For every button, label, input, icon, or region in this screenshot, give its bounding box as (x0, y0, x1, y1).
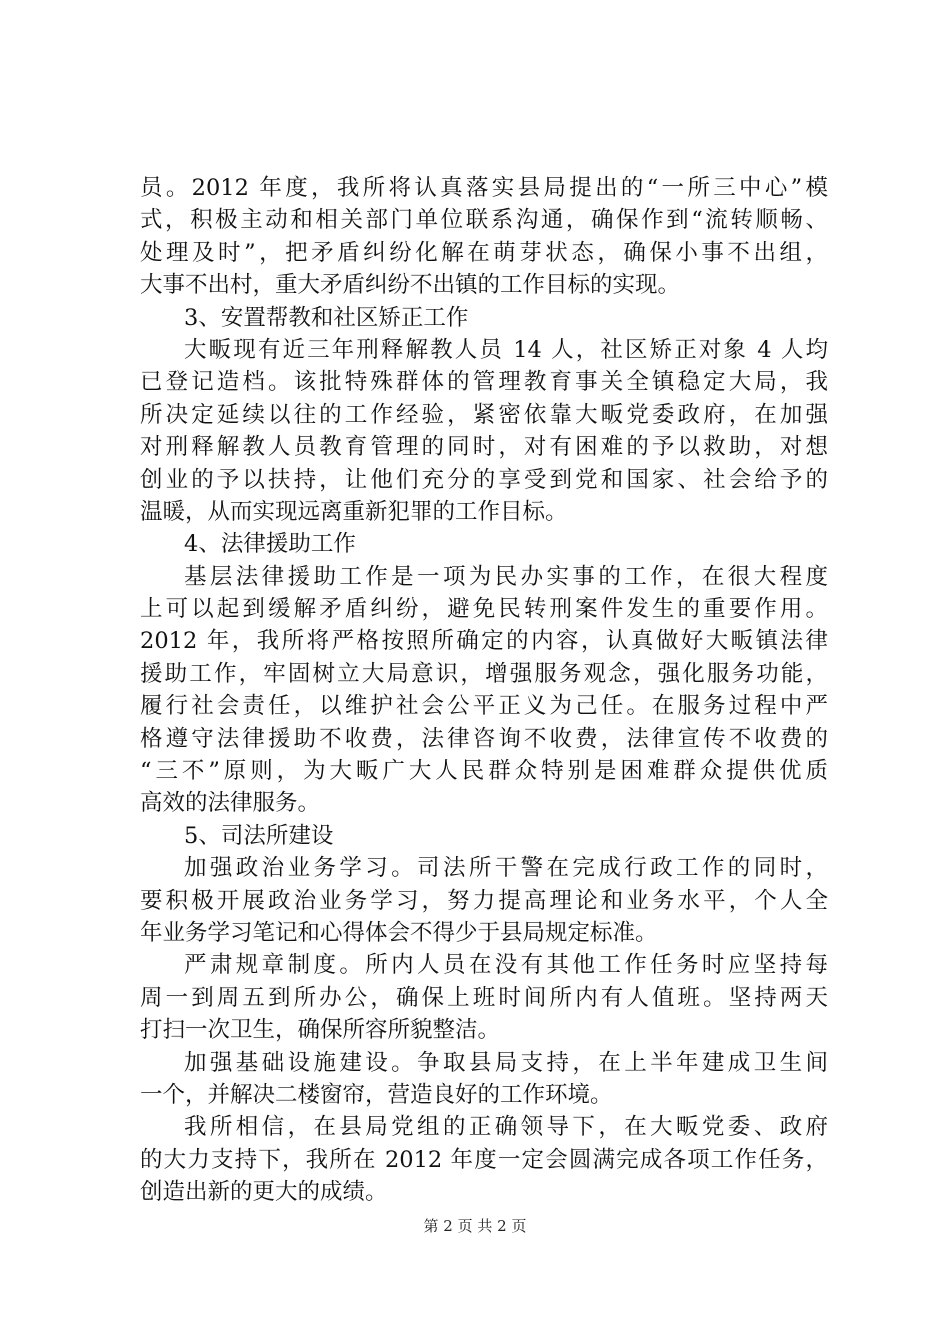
text-line: “三不”原则，为大畈广大人民群众特别是困难群众提供优质 (140, 758, 828, 785)
text-line: 履行社会责任，以维护社会公平正义为己任。在服务过程中严 (140, 693, 828, 720)
text-line: 打扫一次卫生，确保所容所貌整洁。 (140, 1017, 501, 1044)
text-line: 基层法律援助工作是一项为民办实事的工作，在很大程度 (184, 563, 828, 590)
text-line: 创造出新的更大的成绩。 (140, 1179, 388, 1206)
section-heading-resettlement: 3、安置帮教和社区矫正工作 (184, 304, 469, 331)
text-line: 援助工作，牢固树立大局意识，增强服务观念，强化服务功能， (140, 660, 828, 687)
text-line: 我所相信，在县局党组的正确领导下，在大畈党委、政府 (184, 1114, 828, 1141)
text-line: 2012 年，我所将严格按照所确定的内容，认真做好大畈镇法律 (140, 628, 828, 655)
text-line: 温暖，从而实现远离重新犯罪的工作目标。 (140, 498, 568, 525)
text-line: 要积极开展政治业务学习，努力提高理论和业务水平，个人全 (140, 887, 828, 914)
section-heading-legal-aid: 4、法律援助工作 (184, 531, 356, 558)
text-line: 大事不出村，重大矛盾纠纷不出镇的工作目标的实现。 (140, 272, 681, 299)
text-line: 已登记造档。该批特殊群体的管理教育事关全镇稳定大局，我 (140, 369, 828, 396)
text-line: 上可以起到缓解矛盾纠纷，避免民转刑案件发生的重要作用。 (140, 596, 828, 623)
text-line: 式，积极主动和相关部门单位联系沟通，确保作到“流转顺畅、 (140, 207, 828, 234)
text-line: 加强政治业务学习。司法所干警在完成行政工作的同时， (184, 855, 828, 882)
text-line: 的大力支持下，我所在 2012 年度一定会圆满完成各项工作任务， (140, 1146, 828, 1173)
text-line: 严肃规章制度。所内人员在没有其他工作任务时应坚持每 (184, 952, 828, 979)
text-line: 大畈现有近三年刑释解教人员 14 人，社区矫正对象 4 人均 (184, 336, 828, 363)
text-line: 创业的予以扶持，让他们充分的享受到党和国家、社会给予的 (140, 466, 828, 493)
text-line: 员。2012 年度，我所将认真落实县局提出的“一所三中心”模 (140, 175, 828, 201)
page-number-footer: 第 2 页 共 2 页 (423, 1217, 527, 1235)
text-line: 处理及时”，把矛盾纠纷化解在萌芽状态，确保小事不出组， (140, 239, 828, 266)
text-line: 高效的法律服务。 (140, 790, 321, 817)
section-heading-office-construction: 5、司法所建设 (184, 822, 334, 849)
text-line: 一个，并解决二楼窗帘，营造良好的工作环境。 (140, 1081, 613, 1108)
document-body (140, 172, 828, 1209)
text-line: 格遵守法律援助不收费，法律咨询不收费，法律宣传不收费的 (140, 725, 828, 752)
text-line: 所决定延续以往的工作经验，紧密依靠大畈党委政府，在加强 (140, 401, 828, 428)
text-line: 对刑释解教人员教育管理的同时，对有困难的予以救助，对想 (140, 434, 828, 461)
text-line: 周一到周五到所办公，确保上班时间所内有人值班。坚持两天 (140, 984, 828, 1011)
text-line: 年业务学习笔记和心得体会不得少于县局规定标准。 (140, 919, 658, 946)
text-line: 加强基础设施建设。争取县局支持，在上半年建成卫生间 (184, 1049, 828, 1076)
